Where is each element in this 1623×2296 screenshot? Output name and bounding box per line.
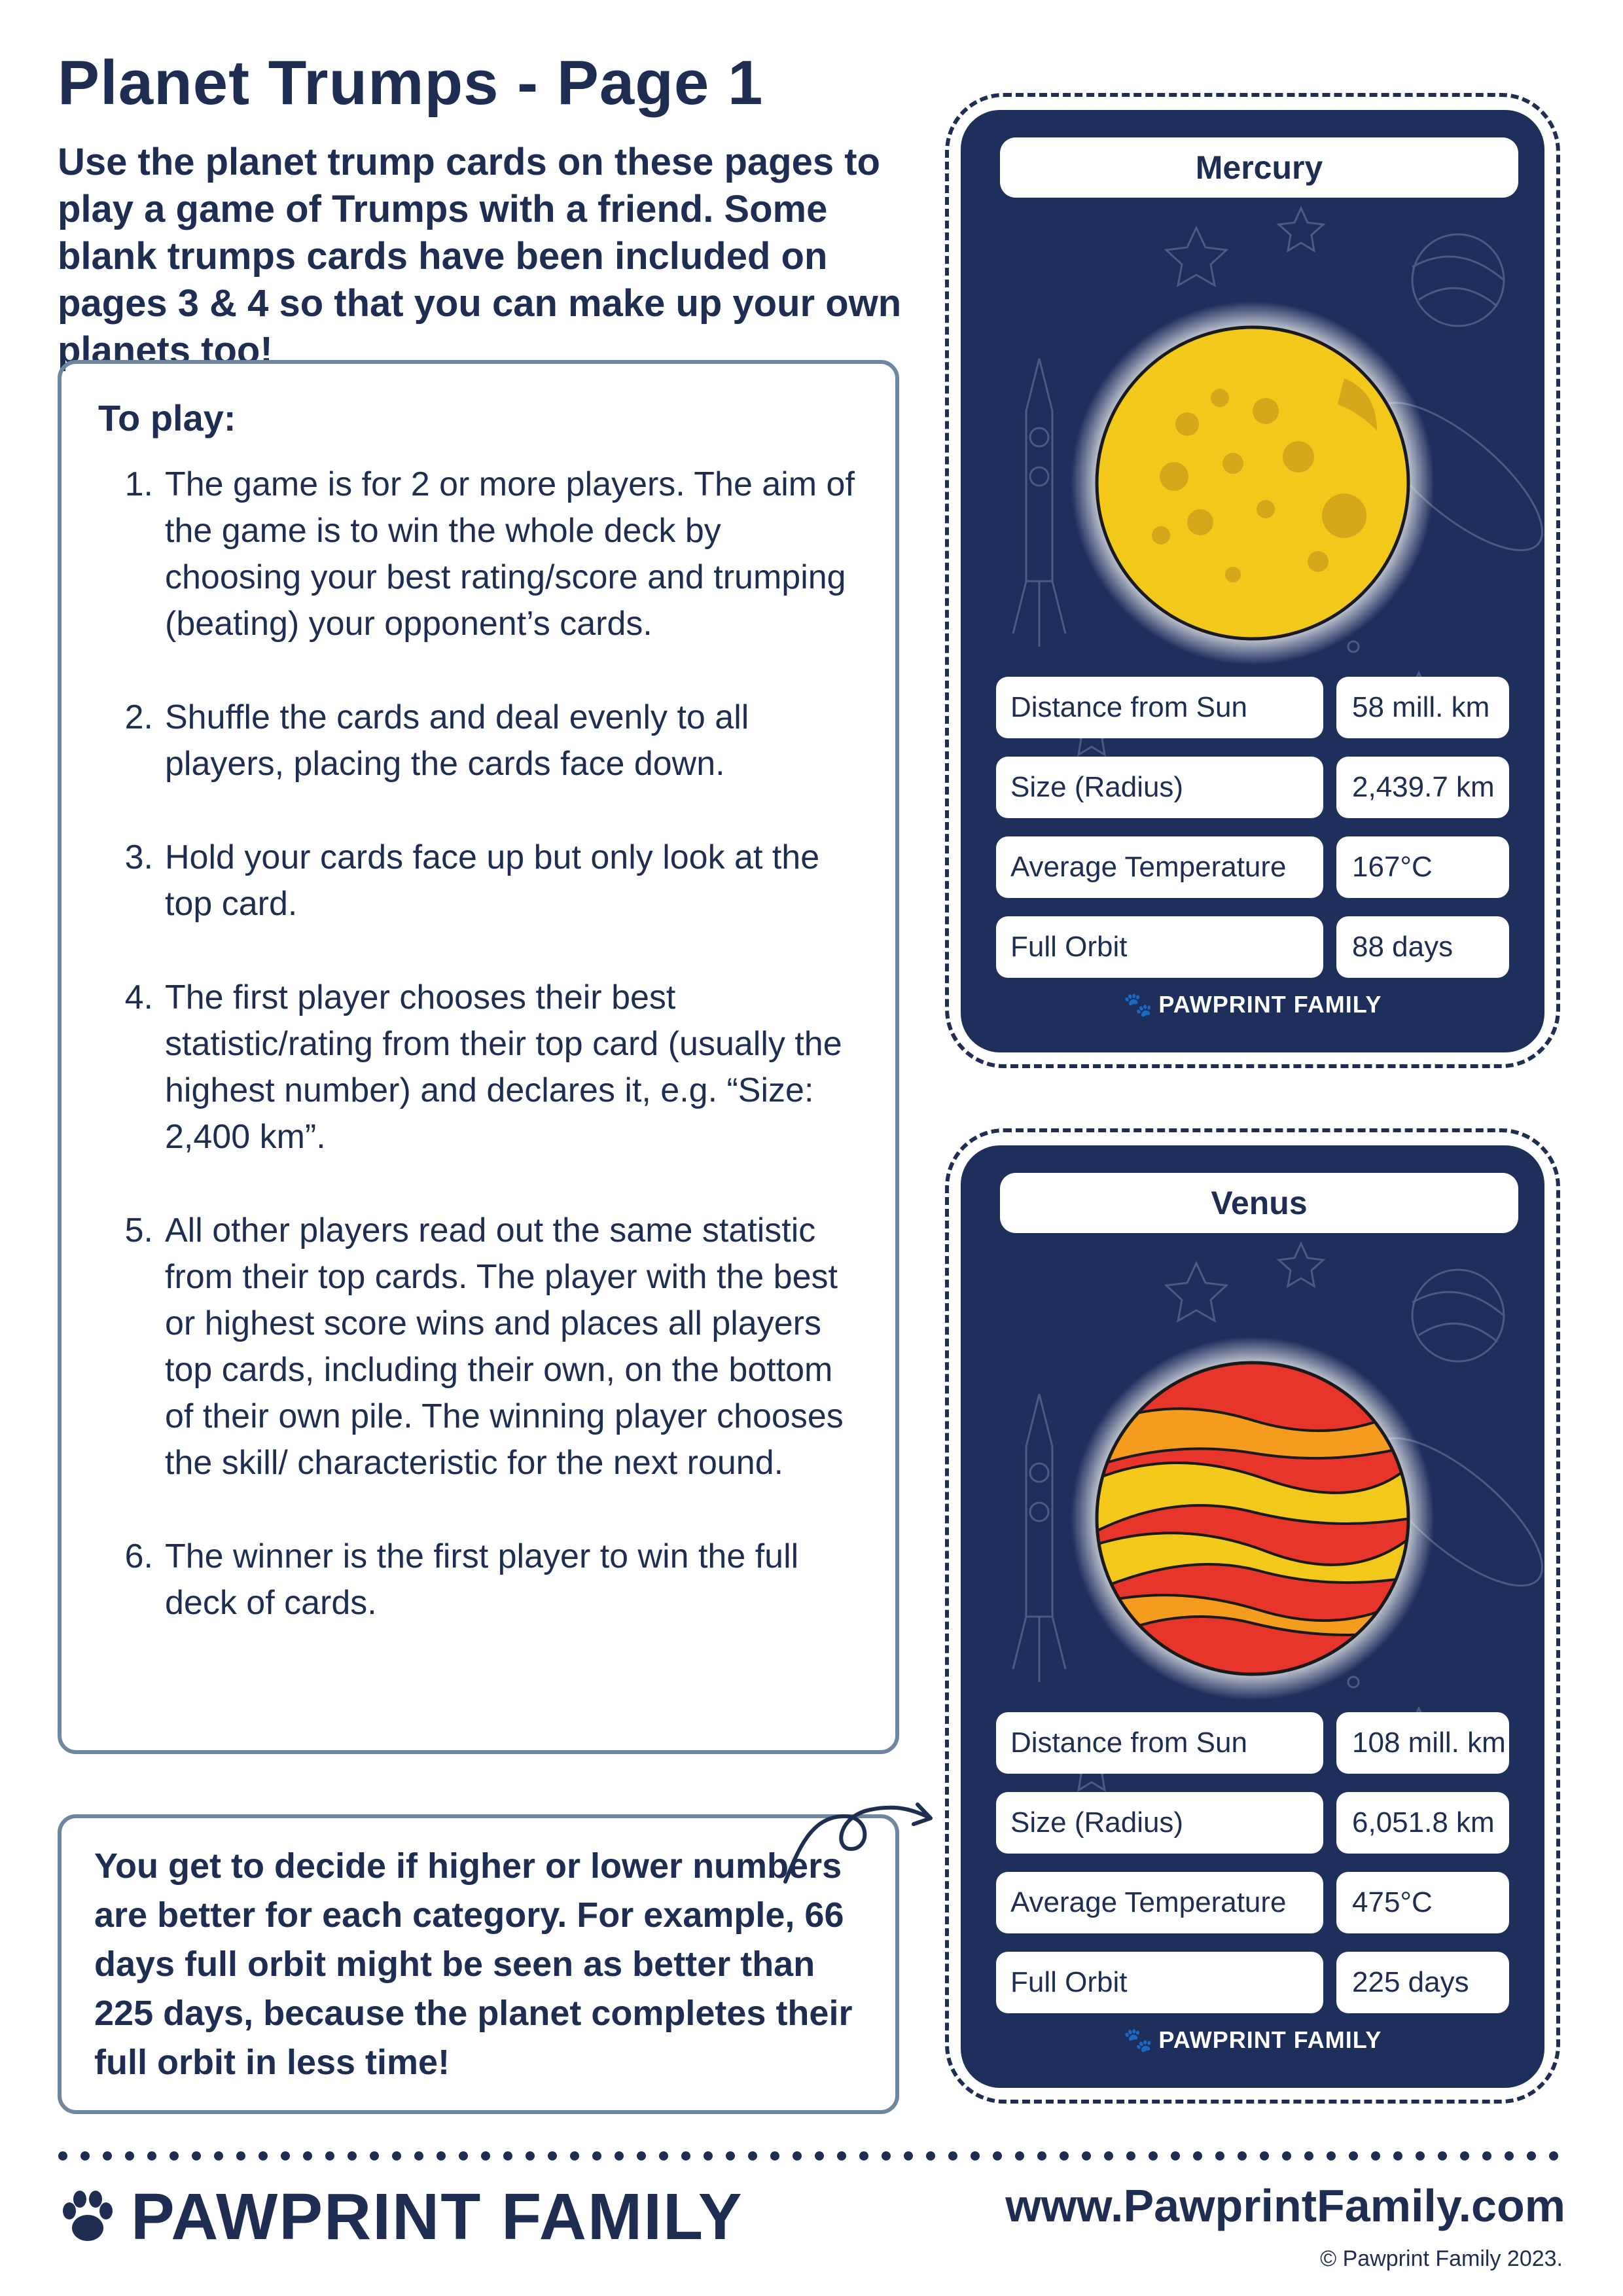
divider-dot <box>1282 2151 1291 2161</box>
divider-dot <box>1238 2151 1247 2161</box>
divider-dot <box>637 2151 646 2161</box>
divider-dot <box>993 2151 1002 2161</box>
divider-dot <box>1460 2151 1469 2161</box>
stat-label: Full Orbit <box>996 916 1323 978</box>
divider-dot <box>1327 2151 1336 2161</box>
rule-text: The game is for 2 or more players. The aim of the game is to win the whole deck by choosing your best rating/score and trumping (beating) your opponent’s cards. <box>165 465 855 643</box>
divider-dot <box>392 2151 401 2161</box>
stat-label: Distance from Sun <box>996 1712 1323 1774</box>
divider-dot <box>592 2151 601 2161</box>
divider-dot <box>281 2151 290 2161</box>
divider-dot <box>1171 2151 1180 2161</box>
divider-dot <box>859 2151 868 2161</box>
note-text: You get to decide if higher or lower numbers are better for each category. For example, 66 days full orbit might be seen as better than 225 days, because the planet completes their full orbit in less time! <box>94 1846 853 2082</box>
divider-dot <box>236 2151 245 2161</box>
rule-item <box>98 1208 863 1486</box>
divider-dot <box>1393 2151 1402 2161</box>
divider-dot <box>1505 2151 1514 2161</box>
rule-text: All other players read out the same statistic from their top cards. The player with the best or highest score wins and places all players top cards, including their own, on the bottom of their own pile. The winning player chooses the skill/ characteristic for the next round. <box>165 1211 844 1482</box>
divider-dot <box>1015 2151 1024 2161</box>
divider-dot <box>80 2151 90 2161</box>
divider-dot <box>1126 2151 1135 2161</box>
divider-dot <box>481 2151 490 2161</box>
footer-brand-text: PAWPRINT FAMILY <box>131 2180 743 2253</box>
divider-dot <box>548 2151 557 2161</box>
divider-dot <box>726 2151 735 2161</box>
divider-dot <box>815 2151 824 2161</box>
card-title: Venus <box>1000 1173 1518 1233</box>
venus-planet-icon <box>1069 1335 1436 1702</box>
stat-label: Average Temperature <box>996 1872 1323 1933</box>
divider-dot <box>1549 2151 1558 2161</box>
trump-card-mercury <box>961 110 1544 1052</box>
paw-icon: 🐾 <box>1123 2026 1154 2053</box>
divider-dot <box>459 2151 468 2161</box>
stat-value: 167°C <box>1336 836 1509 898</box>
stat-label: Size (Radius) <box>996 1792 1323 1854</box>
divider-dot <box>192 2151 201 2161</box>
how-to-play-box <box>58 360 899 1754</box>
card-brand-logo <box>961 991 1544 1018</box>
divider-dot <box>615 2151 624 2161</box>
divider-dot <box>147 2151 156 2161</box>
divider-dot <box>1482 2151 1491 2161</box>
trump-card-venus <box>961 1145 1544 2088</box>
rules-list <box>98 461 863 1626</box>
divider-dot <box>882 2151 891 2161</box>
page-title: Planet Trumps - Page 1 <box>58 48 764 118</box>
stat-value: 225 days <box>1336 1952 1509 2013</box>
divider-dot <box>1416 2151 1425 2161</box>
divider-dot <box>370 2151 379 2161</box>
paw-icon: 🐾 <box>1123 991 1154 1018</box>
rule-number: 2. <box>124 698 153 736</box>
rule-item <box>98 461 863 647</box>
divider-dot <box>303 2151 312 2161</box>
divider-dot <box>1371 2151 1380 2161</box>
mercury-planet-icon <box>1069 300 1436 666</box>
card-title: Mercury <box>1000 137 1518 198</box>
copyright-text: © Pawprint Family 2023. <box>1320 2246 1563 2271</box>
divider-dot <box>259 2151 268 2161</box>
stat-value: 475°C <box>1336 1872 1509 1933</box>
divider-dot <box>770 2151 779 2161</box>
stat-value: 108 mill. km <box>1336 1712 1509 1774</box>
divider-dot <box>414 2151 423 2161</box>
divider-dot <box>1260 2151 1269 2161</box>
rule-number: 6. <box>124 1537 153 1575</box>
rule-number: 1. <box>124 465 153 503</box>
curly-arrow-icon <box>772 1790 942 1888</box>
divider-dot <box>526 2151 535 2161</box>
divider-dot <box>1527 2151 1536 2161</box>
divider-dot <box>1149 2151 1158 2161</box>
divider-dot <box>904 2151 913 2161</box>
divider-dot <box>659 2151 668 2161</box>
divider-dot <box>348 2151 357 2161</box>
rule-item <box>98 1534 863 1626</box>
divider-dot <box>748 2151 757 2161</box>
stat-value: 2,439.7 km <box>1336 757 1509 818</box>
divider-dot <box>214 2151 223 2161</box>
divider-dot <box>681 2151 690 2161</box>
rule-number: 3. <box>124 838 153 876</box>
divider-dot <box>1104 2151 1113 2161</box>
divider-dot <box>503 2151 512 2161</box>
play-heading: To play: <box>98 397 236 439</box>
stat-label: Average Temperature <box>996 836 1323 898</box>
divider-dot <box>1438 2151 1447 2161</box>
divider-dot <box>948 2151 957 2161</box>
divider-dot <box>325 2151 334 2161</box>
rule-text: The first player chooses their best statistic/rating from their top card (usually the highest number) and declares it, e.g. “Size: 2,400 km”. <box>165 978 842 1156</box>
divider-dot <box>926 2151 935 2161</box>
divider-dot <box>58 2151 67 2161</box>
rule-item <box>98 694 863 787</box>
card-brand-text: PAWPRINT FAMILY <box>1158 2026 1382 2053</box>
divider-dot <box>704 2151 713 2161</box>
divider-dot <box>1304 2151 1313 2161</box>
stat-value: 6,051.8 km <box>1336 1792 1509 1854</box>
rule-item <box>98 975 863 1160</box>
divider-dot <box>570 2151 579 2161</box>
divider-dot <box>437 2151 446 2161</box>
card-brand-logo <box>961 2026 1544 2054</box>
rule-text: Shuffle the cards and deal evenly to all players, placing the cards face down. <box>165 698 749 783</box>
divider-dot <box>1060 2151 1069 2161</box>
divider-dot <box>1193 2151 1202 2161</box>
stat-label: Size (Radius) <box>996 757 1323 818</box>
divider-dot <box>169 2151 179 2161</box>
intro-paragraph: Use the planet trump cards on these pages to play a game of Trumps with a friend. Some blank trumps cards have been included on pages 3 & 4 so that you can make up your own planets too! <box>58 141 902 372</box>
divider-dot <box>125 2151 134 2161</box>
dotted-divider <box>58 2151 1569 2161</box>
rule-number: 5. <box>124 1211 153 1249</box>
card-brand-text: PAWPRINT FAMILY <box>1158 991 1382 1018</box>
rule-number: 4. <box>124 978 153 1016</box>
divider-dot <box>1349 2151 1358 2161</box>
website-link[interactable]: www.PawprintFamily.com <box>1005 2180 1565 2231</box>
divider-dot <box>971 2151 980 2161</box>
divider-dot <box>1037 2151 1046 2161</box>
footer-brand-logo <box>56 2179 743 2255</box>
divider-dot <box>1082 2151 1091 2161</box>
divider-dot <box>793 2151 802 2161</box>
divider-dot <box>837 2151 846 2161</box>
stat-value: 58 mill. km <box>1336 677 1509 738</box>
divider-dot <box>1215 2151 1224 2161</box>
stat-label: Full Orbit <box>996 1952 1323 2013</box>
rule-text: Hold your cards face up but only look at the top card. <box>165 838 820 923</box>
stat-label: Distance from Sun <box>996 677 1323 738</box>
paw-icon <box>56 2186 119 2249</box>
divider-dot <box>103 2151 112 2161</box>
stat-value: 88 days <box>1336 916 1509 978</box>
rule-text: The winner is the first player to win the full deck of cards. <box>165 1537 799 1622</box>
rule-item <box>98 834 863 927</box>
